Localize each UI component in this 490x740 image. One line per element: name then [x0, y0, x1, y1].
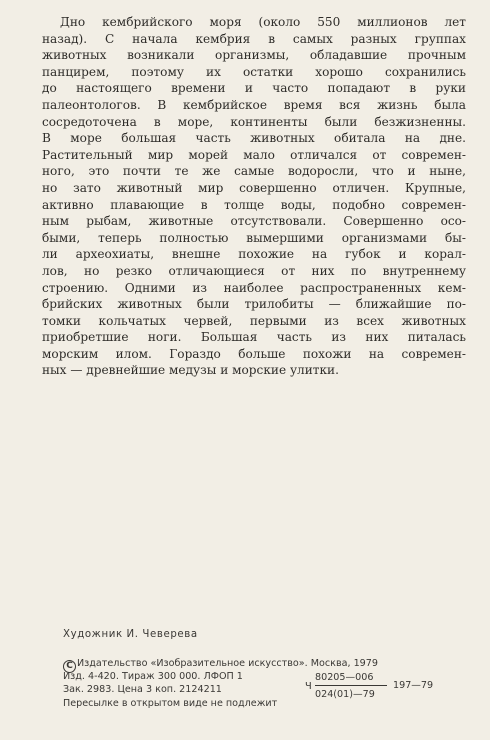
body-line: но зато животный мир совершенно отличен. Крупные,: [42, 180, 466, 195]
body-line: Дно кембрийского моря (около 550 миллионов лет: [60, 15, 466, 29]
imprint-edition: Изд. 4-420. Тираж 300 000. ЛФОП 1: [63, 671, 243, 683]
catalog-code: [305, 672, 445, 712]
body-line: лов, но резко отличающиеся от них по внутреннему: [42, 263, 466, 278]
body-line: томки кольчатых червей, первыми из всех животных: [42, 313, 466, 328]
body-line: сосредоточена в море, континенты были безжизненны.: [42, 114, 466, 129]
body-line: морским илом. Гораздо больше похожи на современ-: [42, 346, 466, 361]
body-line: брийских животных были трилобиты — ближайшие по-: [42, 297, 466, 312]
body-line: строению. Одними из наиболее распространенных кем-: [42, 280, 466, 295]
body-line: палеонтологов. В кембрийское время вся жизнь была: [42, 97, 466, 112]
catalog-code-fraction-rule: [315, 685, 387, 686]
imprint-publisher: Издательство «Изобразительное искусство». Москва, 1979: [77, 658, 378, 669]
body-line: ного, это почти те же самые водоросли, что и ныне,: [42, 164, 466, 179]
body-line: быми, теперь полностью вымершими организмами бы-: [42, 230, 466, 245]
body-line: В море большая часть животных обитала на дне.: [42, 131, 466, 146]
body-line: до настоящего времени и часто попадают в руки: [42, 81, 466, 96]
imprint-mailing-note: Пересылке в открытом виде не подлежит: [63, 697, 278, 709]
body-line: ных — древнейшие медузы и морские улитки.: [42, 363, 339, 378]
body-line: ным рыбам, животные отсутствовали. Совершенно осо-: [42, 214, 466, 229]
catalog-code-letter: Ч: [305, 681, 312, 692]
imprint-order: Зак. 2983. Цена 3 коп. 2124211: [63, 684, 222, 696]
copyright-icon: C: [63, 660, 76, 673]
body-line: назад). С начала кембрия в самых разных группах: [42, 31, 466, 46]
body-line: животных возникали организмы, обладавшие прочным: [42, 48, 466, 63]
body-line: ли археохиаты, внешне похожие на губок и корал-: [42, 247, 466, 262]
catalog-code-denominator: 024(01)—79: [315, 689, 375, 700]
catalog-code-year: 197—79: [393, 680, 434, 691]
catalog-code-numerator: 80205—006: [315, 672, 374, 683]
imprint-publisher-row: [63, 657, 443, 670]
body-line: Растительный мир морей мало отличался от современ-: [42, 147, 466, 162]
body-line: панцирем, поэтому их остатки хорошо сохранились: [42, 64, 466, 79]
body-text: [42, 14, 466, 379]
body-line: активно плавающие в толще воды, подобно современ-: [42, 197, 466, 212]
body-line: приобретшие ноги. Большая часть из них питалась: [42, 330, 466, 345]
artist-credit: Художник И. Чеверева: [63, 629, 198, 640]
